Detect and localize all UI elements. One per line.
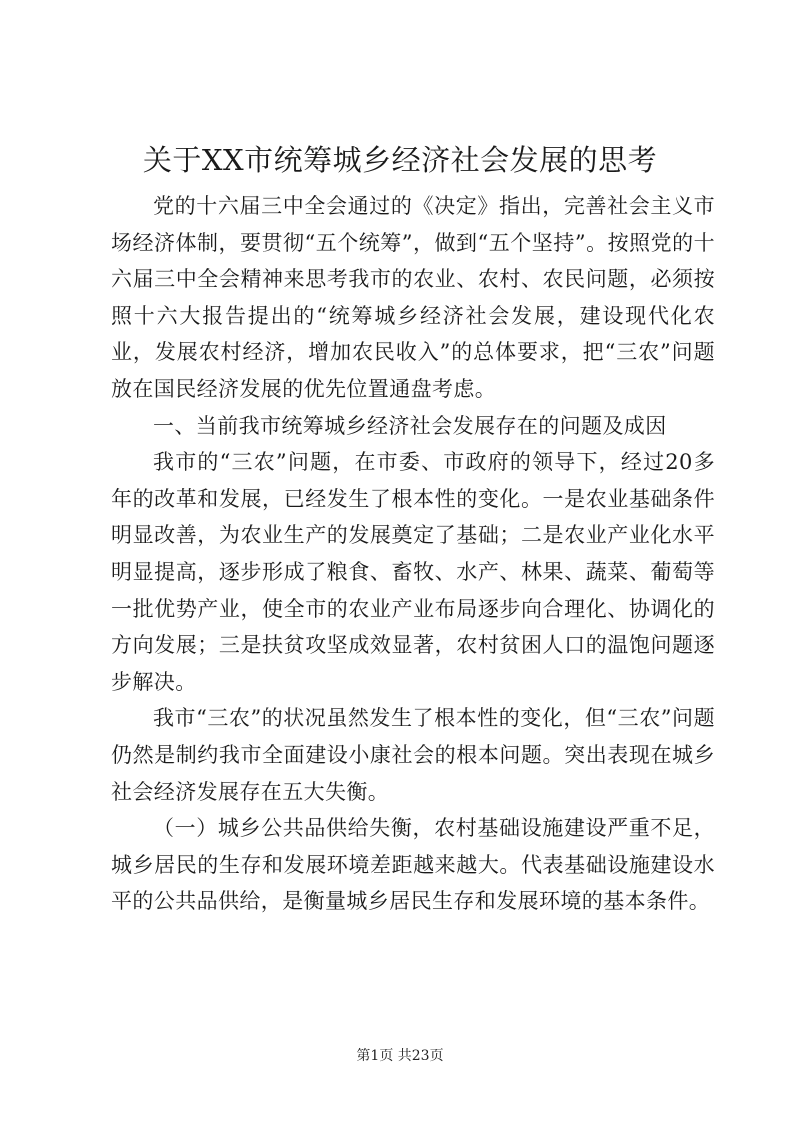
subsection-paragraph: （一）城乡公共品供给失衡，农村基础设施建设严重不足，城乡居民的生存和发展环境差距越来越大。代表基础设施建设水平的公共品供给，是衡量城乡居民生存和发展环境的基本条件。 <box>111 816 715 914</box>
document-title: 关于XX市统筹城乡经济社会发展的思考 <box>142 143 658 177</box>
section-heading: 一、当前我市统筹城乡经济社会发展存在的问题及成因 <box>153 413 667 438</box>
page-number-footer: 第1页 共23页 <box>356 1048 444 1064</box>
body-paragraph: 我市“三农”的状况虽然发生了根本性的变化，但“三农”问题仍然是制约我市全面建设小康社会的根本问题。突出表现在城乡社会经济发展存在五大失衡。 <box>111 706 715 804</box>
intro-paragraph: 党的十六届三中全会通过的《决定》指出，完善社会主义市场经济体制，要贯彻“五个统筹”，做到“五个坚持”。按照党的十六届三中全会精神来思考我市的农业、农村、农民问题，必须按照十六大报告提出的“统筹城乡经济社会发展，建设现代化农业，发展农村经济，增加农民收入”的总体要求，把“三农”问题放在国民经济发展的优先位置通盘考虑。 <box>111 194 715 401</box>
body-paragraph: 我市的“三农”问题，在市委、市政府的领导下，经过20多年的改革和发展，已经发生了根本性的变化。一是农业基础条件明显改善，为农业生产的发展奠定了基础；二是农业产业化水平明显提高，逐步形成了粮食、畜牧、水产、林果、蔬菜、葡萄等一批优势产业，使全市的农业产业布局逐步向合理化、协调化的方向发展；三是扶贫攻坚成效显著，农村贫困人口的温饱问题逐步解决。 <box>111 450 715 694</box>
document-body <box>111 188 715 920</box>
